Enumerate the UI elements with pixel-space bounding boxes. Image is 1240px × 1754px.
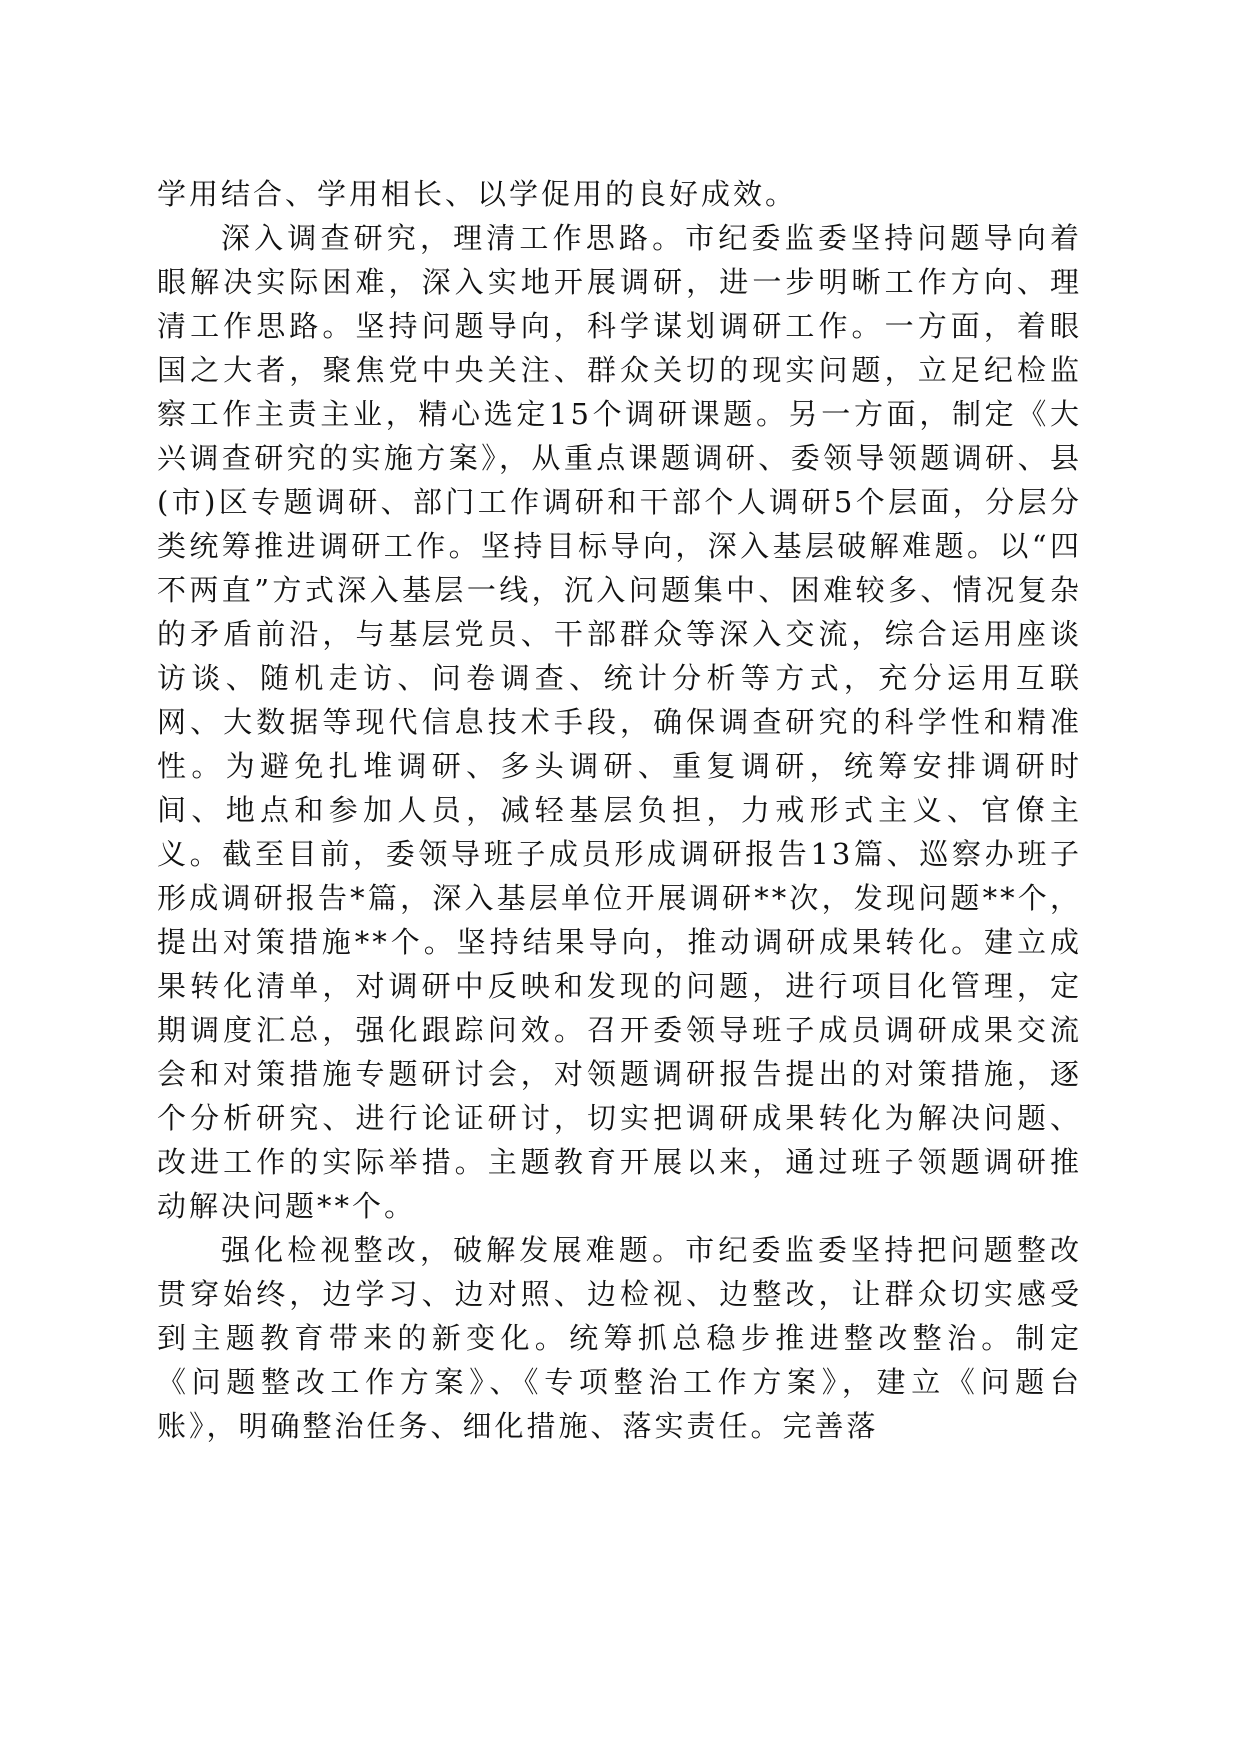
paragraph-continued: 学用结合、学用相长、以学促用的良好成效。 <box>157 177 798 211</box>
paragraph-research: 深入调查研究，理清工作思路。市纪委监委坚持问题导向着眼解决实际困难，深入实地开展调研，进一步明晰工作方向、理清工作思路。坚持问题导向，科学谋划调研工作。一方面，着眼国之大者，聚焦党中央关注、群众关切的现实问题，立足纪检监察工作主责主业，精心选定15个调研课题。另一方面，制定《大兴调查研究的实施方案》，从重点课题调研、委领导领题调研、县(市)区专题调研、部门工作调研和干部个人调研5个层面，分层分类统筹推进调研工作。坚持目标导向，深入基层破解难题。以“四不两直”方式深入基层一线，沉入问题集中、困难较多、情况复杂的矛盾前沿，与基层党员、干部群众等深入交流，综合运用座谈访谈、随机走访、问卷调查、统计分析等方式，充分运用互联网、大数据等现代信息技术手段，确保调查研究的科学性和精准性。为避免扎堆调研、多头调研、重复调研，统筹安排调研时间、地点和参加人员，减轻基层负担，力戒形式主义、官僚主义。截至目前，委领导班子成员形成调研报告13篇、巡察办班子形成调研报告*篇，深入基层单位开展调研**次，发现问题**个，提出对策措施**个。坚持结果导向，推动调研成果转化。建立成果转化清单，对调研中反映和发现的问题，进行项目化管理，定期调度汇总，强化跟踪问效。召开委领导班子成员调研成果交流会和对策措施专题研讨会，对领题调研报告提出的对策措施，逐个分析研究、进行论证研讨，切实把调研成果转化为解决问题、改进工作的实际举措。主题教育开展以来，通过班子领题调研推动解决问题**个。 <box>157 221 1082 1223</box>
document-body <box>157 172 1082 1448</box>
paragraph-rectification: 强化检视整改，破解发展难题。市纪委监委坚持把问题整改贯穿始终，边学习、边对照、边检视、边整改，让群众切实感受到主题教育带来的新变化。统筹抓总稳步推进整改整治。制定《问题整改工作方案》、《专项整治工作方案》，建立《问题台账》，明确整治任务、细化措施、落实责任。完善落 <box>157 1233 1082 1443</box>
